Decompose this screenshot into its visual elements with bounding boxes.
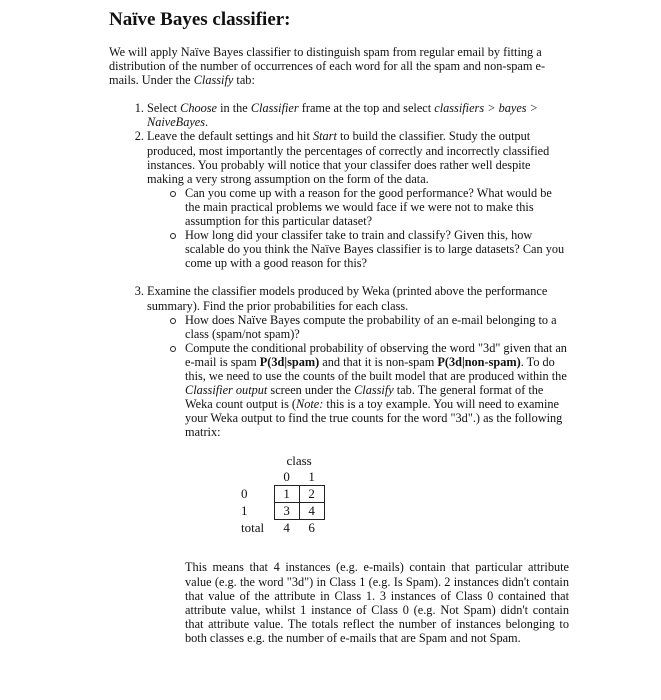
- count-matrix: [241, 453, 325, 536]
- instruction-list: [109, 101, 569, 645]
- step2-questions: [147, 186, 569, 271]
- matrix-explanation: This means that 4 instances (e.g. e-mails) contain that particular attribute value (e.g. the word "3d") in Class 1 (e.g. Is Spam). 2 instances didn't contain that value of the attribute in Class 1. 3 instances of Class 0 contained that attribute value, whilst 1 instance of Class 0 (e.g. Not Spam) didn't contain that attribute value. The totals reflect the number of instances belonging to both classes e.g. the number of e-mails that are Spam and not Spam.: [185, 560, 569, 645]
- q2-text-9: tab. The general format of the Weka count output is (: [185, 383, 544, 412]
- total-0: 4: [283, 520, 290, 536]
- cell-1-1: 4: [299, 503, 324, 520]
- cell-0-0: 1: [274, 486, 299, 503]
- document-content: [109, 8, 569, 645]
- step-2: [147, 129, 569, 270]
- intro-text-1: We will apply Naïve Bayes classifier to distinguish spam from regular email by fitting a distribution of the number of occurrences of each word for all the spam and non-spam e-mails. Under the: [109, 45, 546, 88]
- q2-text-7: screen under the: [267, 383, 355, 398]
- q2-text-3: and that it is non-spam: [319, 354, 438, 369]
- total-1: 6: [308, 520, 315, 536]
- q2-note: Note:: [296, 397, 324, 412]
- row-label-1: 1: [241, 503, 248, 519]
- table-row: [241, 503, 324, 520]
- cell-1-0: 3: [274, 503, 299, 520]
- col-header-1: 1: [308, 469, 315, 485]
- intro-text-3: tab:: [233, 73, 255, 88]
- step1-classifier: Classifier: [250, 101, 299, 116]
- class-label: class: [286, 453, 312, 469]
- step2-text-1: Leave the default settings and hit: [147, 129, 313, 144]
- step2-start: Start: [312, 129, 337, 144]
- step1-path: classifiers > bayes > NaiveBayes: [147, 101, 538, 130]
- q2-text-11: this is a toy example. You will need to examine your Weka output to find the true counts for the word "3d".) as the following matrix:: [185, 397, 563, 440]
- q2-p-spam: P(3d|spam): [259, 354, 320, 369]
- q2-classify-tab: Classify: [354, 383, 394, 398]
- table-row: [241, 486, 324, 503]
- step1-text-3: in the: [217, 101, 251, 116]
- step1-text-1: Select: [147, 101, 181, 116]
- intro-classify-tab: Classify: [193, 73, 234, 88]
- step3-question-1: How does Naïve Bayes compute the probability of an e-mail belonging to a class (spam/not spam)?: [185, 313, 569, 341]
- q2-p-nonspam: P(3d|non-spam): [437, 354, 521, 369]
- step3-text-1: Examine the classifier models produced by Weka (printed above the performance summary). Find the prior probabilities for each class.: [147, 284, 548, 313]
- page-title: Naïve Bayes classifier:: [109, 9, 291, 30]
- step2-question-2: How long did your classifer take to train and classify? Given this, how scalable do you think the Naïve Bayes classifier is to large datasets? Can you come up with a good reason for this?: [185, 228, 569, 270]
- step1-text-5: frame at the top and select: [298, 101, 435, 116]
- col-header-0: 0: [283, 469, 290, 485]
- step1-text-7: .: [205, 115, 209, 130]
- cell-0-1: 2: [299, 486, 324, 503]
- row-label-0: 0: [241, 486, 248, 502]
- step3-questions: [147, 313, 569, 645]
- q2-text-1: Compute the conditional probability of observing the word "3d" given that an e-mail is spam: [185, 340, 567, 369]
- step2-text-3: to build the classifier. Study the output produced, most importantly the percentages of correctly and incorrectly classified instances. You probably will notice that your classifer does rather well despite making a very strong assumption on the form of the data.: [147, 129, 550, 186]
- step1-choose: Choose: [180, 101, 218, 116]
- step-3: [147, 284, 569, 645]
- total-label: total: [241, 520, 265, 536]
- step-1: [147, 101, 569, 129]
- q2-classifier-output: Classifier output: [185, 383, 268, 398]
- step2-question-1: Can you come up with a reason for the good performance? What would be the main practical problems we would face if we were not to make this assumption for this particular dataset?: [185, 186, 569, 228]
- totals-row: [241, 520, 324, 537]
- intro-paragraph: [109, 45, 569, 87]
- q2-text-5: . To do this, we need to use the counts of the built model that are produced within the: [185, 354, 567, 383]
- step3-question-2: [185, 341, 569, 645]
